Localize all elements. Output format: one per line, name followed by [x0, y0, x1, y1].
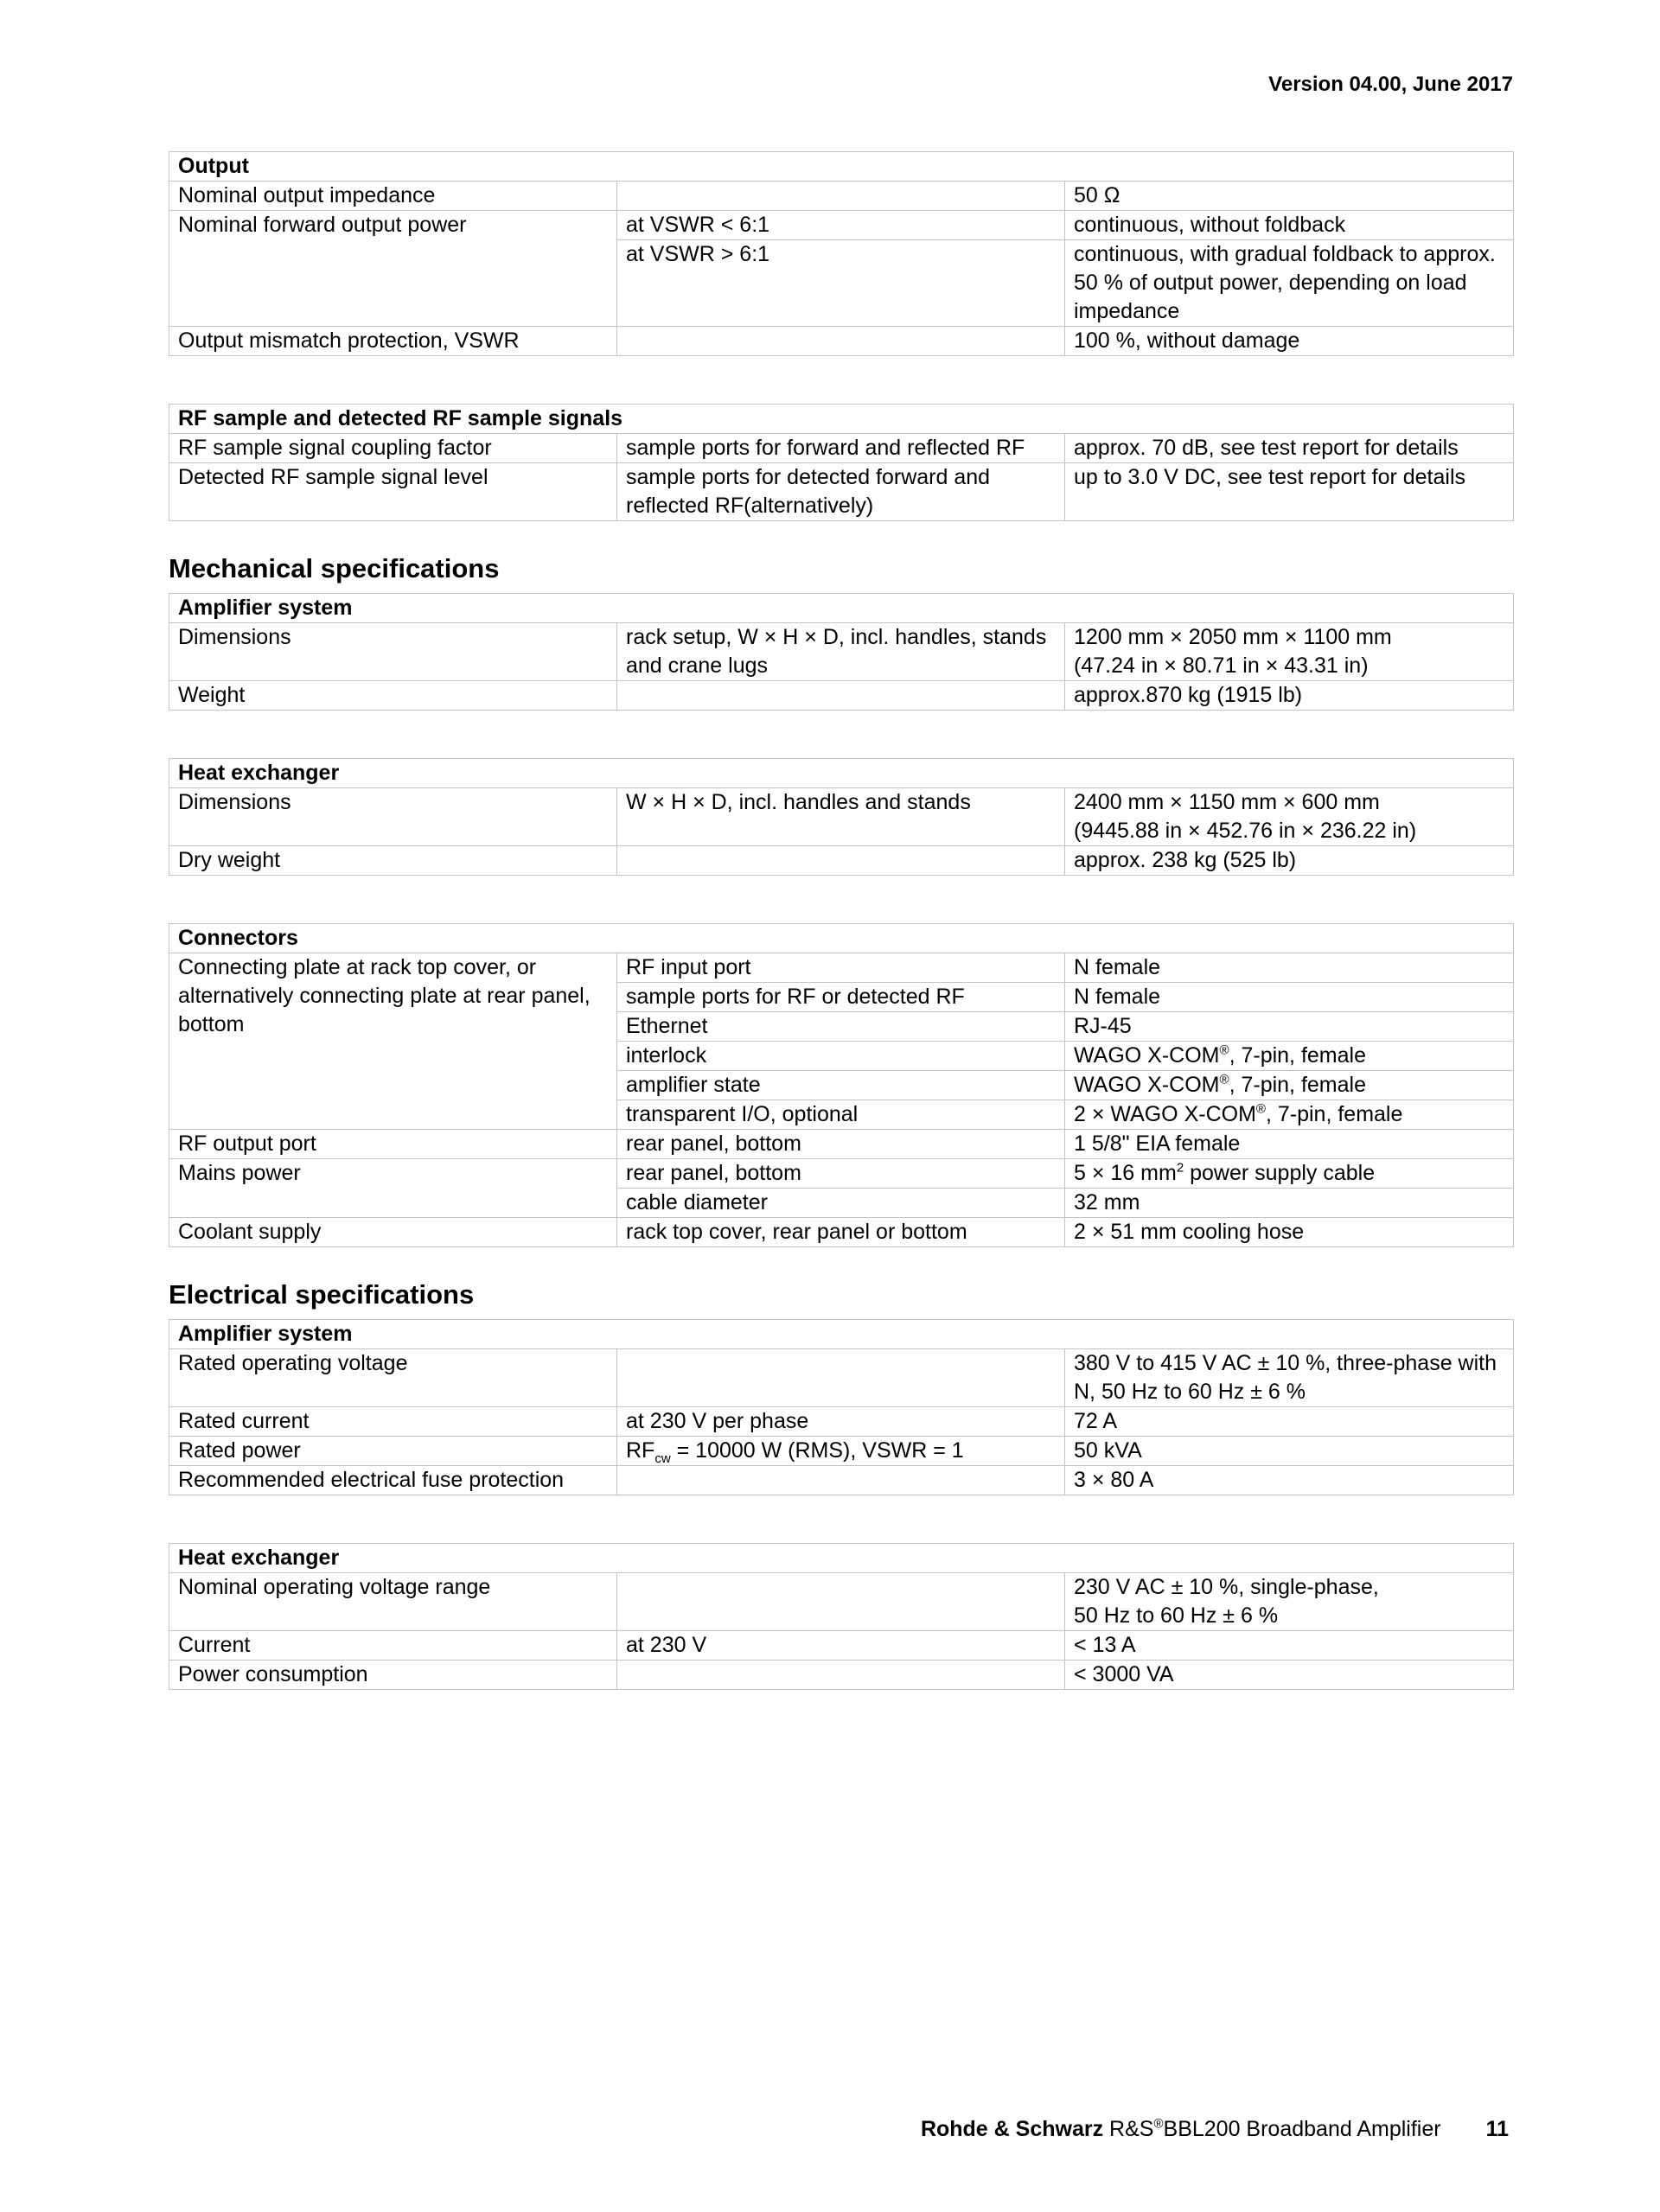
- param-value: up to 3.0 V DC, see test report for details: [1065, 463, 1514, 521]
- value-line: 230 V AC ± 10 %, single-phase,: [1074, 1575, 1379, 1599]
- param-value: [1065, 788, 1514, 846]
- value-line: 2400 mm × 1150 mm × 600 mm: [1074, 790, 1380, 814]
- param-value: 3 × 80 A: [1065, 1466, 1514, 1495]
- param-value: [1065, 623, 1514, 681]
- param-condition: rack setup, W × H × D, incl. handles, stands and crane lugs: [617, 623, 1065, 681]
- registered-mark: ®: [1255, 1101, 1266, 1117]
- table-row: [169, 463, 1514, 521]
- param-condition: [617, 1349, 1065, 1407]
- param-value: [1065, 1071, 1514, 1100]
- param-condition: interlock: [617, 1042, 1065, 1071]
- table-row: [169, 1349, 1514, 1407]
- param-name: Connecting plate at rack top cover, or alternatively connecting plate at rear panel, bottom: [169, 953, 617, 1130]
- param-name: Rated power: [169, 1437, 617, 1466]
- footer-brand: Rohde & Schwarz: [920, 2117, 1104, 2141]
- param-condition: Ethernet: [617, 1012, 1065, 1042]
- param-value: 50 Ω: [1065, 182, 1514, 211]
- mech-heat-exchanger-table: [169, 758, 1514, 876]
- condition-text: RF: [626, 1438, 655, 1463]
- table-row: [169, 1159, 1514, 1189]
- value-text: , 7-pin, female: [1265, 1102, 1403, 1126]
- output-table: [169, 151, 1514, 356]
- table-title: Connectors: [169, 924, 1514, 953]
- table-row: [169, 1130, 1514, 1159]
- param-name: Nominal operating voltage range: [169, 1573, 617, 1631]
- param-name: Weight: [169, 681, 617, 711]
- value-text: WAGO X-COM: [1074, 1043, 1220, 1068]
- param-value: 32 mm: [1065, 1189, 1514, 1218]
- param-value: < 3000 VA: [1065, 1661, 1514, 1690]
- table-row: [169, 1218, 1514, 1247]
- param-value: N female: [1065, 983, 1514, 1012]
- table-title: Heat exchanger: [169, 759, 1514, 788]
- footer-product: R&S: [1109, 2117, 1154, 2141]
- param-name: Output mismatch protection, VSWR: [169, 327, 617, 356]
- param-condition: transparent I/O, optional: [617, 1100, 1065, 1130]
- value-text: power supply cable: [1184, 1161, 1376, 1185]
- param-condition: [617, 1437, 1065, 1466]
- registered-mark: ®: [1153, 2116, 1164, 2132]
- param-condition: at 230 V: [617, 1631, 1065, 1661]
- param-name: Dimensions: [169, 788, 617, 846]
- param-condition: [617, 1661, 1065, 1690]
- param-name: Nominal forward output power: [169, 211, 617, 327]
- superscript: 2: [1176, 1160, 1184, 1176]
- param-name: Current: [169, 1631, 617, 1661]
- param-condition: sample ports for detected forward and reflected RF(alternatively): [617, 463, 1065, 521]
- param-name: RF sample signal coupling factor: [169, 434, 617, 463]
- value-line: 50 Hz to 60 Hz ± 6 %: [1074, 1603, 1279, 1628]
- value-text: 2 × WAGO X-COM: [1074, 1102, 1256, 1126]
- param-value: [1065, 1100, 1514, 1130]
- param-condition: RF input port: [617, 953, 1065, 983]
- section-heading: Electrical specifications: [169, 1279, 475, 1310]
- param-value: N female: [1065, 953, 1514, 983]
- condition-text: = 10000 W (RMS), VSWR = 1: [670, 1438, 964, 1463]
- param-condition: cable diameter: [617, 1189, 1065, 1218]
- elec-heat-exchanger-table: [169, 1543, 1514, 1690]
- param-condition: [617, 327, 1065, 356]
- value-line: (9445.88 in × 452.76 in × 236.22 in): [1074, 819, 1417, 843]
- table-row: [169, 953, 1514, 983]
- table-row: [169, 846, 1514, 876]
- param-name: RF output port: [169, 1130, 617, 1159]
- table-row: [169, 1661, 1514, 1690]
- elec-amplifier-table: [169, 1319, 1514, 1495]
- table-title: Amplifier system: [169, 594, 1514, 623]
- table-row: [169, 1407, 1514, 1437]
- param-name: Detected RF sample signal level: [169, 463, 617, 521]
- value-text: , 7-pin, female: [1229, 1073, 1366, 1097]
- table-row: [169, 1573, 1514, 1631]
- subscript: cw: [654, 1451, 671, 1466]
- param-condition: at 230 V per phase: [617, 1407, 1065, 1437]
- table-row: [169, 182, 1514, 211]
- param-condition: [617, 182, 1065, 211]
- value-line: 1200 mm × 2050 mm × 1100 mm: [1074, 625, 1392, 649]
- table-row: [169, 434, 1514, 463]
- param-value: 50 kVA: [1065, 1437, 1514, 1466]
- table-title: Heat exchanger: [169, 1544, 1514, 1573]
- document-version: Version 04.00, June 2017: [1268, 73, 1513, 96]
- table-row: [169, 1466, 1514, 1495]
- param-condition: rear panel, bottom: [617, 1130, 1065, 1159]
- param-value: approx.870 kg (1915 lb): [1065, 681, 1514, 711]
- param-condition: at VSWR > 6:1: [617, 240, 1065, 327]
- param-name: Dry weight: [169, 846, 617, 876]
- table-row: [169, 1631, 1514, 1661]
- param-value: 100 %, without damage: [1065, 327, 1514, 356]
- param-name: Dimensions: [169, 623, 617, 681]
- spec-content: [169, 151, 1513, 1690]
- mech-amplifier-table: [169, 593, 1514, 711]
- page-footer: [921, 2117, 1509, 2142]
- param-value: 380 V to 415 V AC ± 10 %, three-phase with N, 50 Hz to 60 Hz ± 6 %: [1065, 1349, 1514, 1407]
- param-condition: sample ports for forward and reflected RF: [617, 434, 1065, 463]
- table-row: [169, 1437, 1514, 1466]
- param-value: approx. 70 dB, see test report for details: [1065, 434, 1514, 463]
- param-name: Rated current: [169, 1407, 617, 1437]
- connectors-table: [169, 923, 1514, 1247]
- param-value: continuous, without foldback: [1065, 211, 1514, 240]
- param-condition: sample ports for RF or detected RF: [617, 983, 1065, 1012]
- param-condition: [617, 1466, 1065, 1495]
- param-name: Power consumption: [169, 1661, 617, 1690]
- param-name: Recommended electrical fuse protection: [169, 1466, 617, 1495]
- param-condition: [617, 1573, 1065, 1631]
- param-value: 2 × 51 mm cooling hose: [1065, 1218, 1514, 1247]
- section-heading: Mechanical specifications: [169, 553, 500, 583]
- table-row: [169, 788, 1514, 846]
- value-line: (47.24 in × 80.71 in × 43.31 in): [1074, 653, 1369, 678]
- page-number: 11: [1485, 2117, 1509, 2141]
- param-condition: at VSWR < 6:1: [617, 211, 1065, 240]
- param-name: Coolant supply: [169, 1218, 617, 1247]
- param-value: < 13 A: [1065, 1631, 1514, 1661]
- param-value: [1065, 1573, 1514, 1631]
- table-title: RF sample and detected RF sample signals: [169, 405, 1514, 434]
- param-value: continuous, with gradual foldback to approx. 50 % of output power, depending on load impedance: [1065, 240, 1514, 327]
- table-row: [169, 327, 1514, 356]
- value-text: 5 × 16 mm: [1074, 1161, 1177, 1185]
- table-row: [169, 681, 1514, 711]
- value-text: , 7-pin, female: [1229, 1043, 1366, 1068]
- param-value: [1065, 1042, 1514, 1071]
- param-value: RJ-45: [1065, 1012, 1514, 1042]
- footer-product: BBL200 Broadband Amplifier: [1163, 2117, 1441, 2141]
- param-condition: W × H × D, incl. handles and stands: [617, 788, 1065, 846]
- param-value: [1065, 1159, 1514, 1189]
- param-name: Mains power: [169, 1159, 617, 1218]
- param-name: Rated operating voltage: [169, 1349, 617, 1407]
- table-title: Output: [169, 152, 1514, 182]
- value-text: WAGO X-COM: [1074, 1073, 1220, 1097]
- table-row: [169, 211, 1514, 240]
- param-value: 1 5/8" EIA female: [1065, 1130, 1514, 1159]
- param-name: Nominal output impedance: [169, 182, 617, 211]
- param-condition: [617, 681, 1065, 711]
- param-value: 72 A: [1065, 1407, 1514, 1437]
- rf-sample-table: [169, 404, 1514, 521]
- table-title: Amplifier system: [169, 1320, 1514, 1349]
- param-condition: rear panel, bottom: [617, 1159, 1065, 1189]
- table-row: [169, 623, 1514, 681]
- registered-mark: ®: [1219, 1042, 1229, 1058]
- param-value: approx. 238 kg (525 lb): [1065, 846, 1514, 876]
- registered-mark: ®: [1219, 1072, 1229, 1087]
- param-condition: [617, 846, 1065, 876]
- param-condition: rack top cover, rear panel or bottom: [617, 1218, 1065, 1247]
- param-condition: amplifier state: [617, 1071, 1065, 1100]
